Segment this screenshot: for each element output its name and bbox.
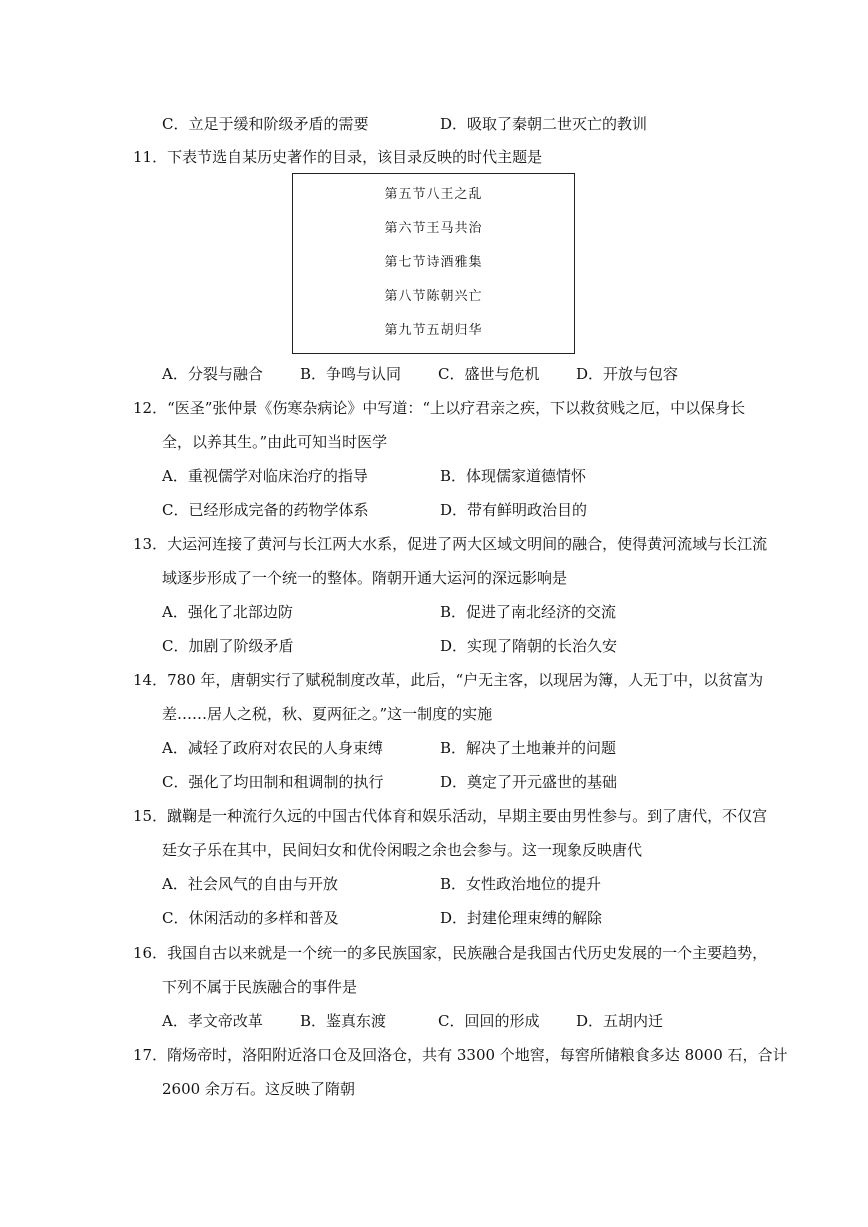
q13-stem-line2: 域逐步形成了一个统一的整体。隋朝开通大运河的深远影响是 xyxy=(162,569,568,587)
q16-option-b: B．鉴真东渡 xyxy=(300,1012,387,1030)
toc-entry: 第五节八王之乱 xyxy=(384,187,483,202)
q16-option-c: C．回回的形成 xyxy=(438,1012,540,1030)
q11-option-c: C．盛世与危机 xyxy=(438,365,540,383)
q14-option-a: A．减轻了政府对农民的人身束缚 xyxy=(162,739,383,757)
q16-option-d: D．五胡内迁 xyxy=(576,1012,664,1030)
q15-option-b: B．女性政治地位的提升 xyxy=(440,875,602,893)
q13-stem-line1: 13．大运河连接了黄河与长江两大水系，促进了两大区域文明间的融合，使得黄河流域与长江流 xyxy=(133,535,768,553)
q17-stem-line2: 2600 余万石。这反映了隋朝 xyxy=(162,1080,355,1098)
q12-stem-line2: 全，以养其生。”由此可知当时医学 xyxy=(162,433,388,451)
q16-option-a: A．孝文帝改革 xyxy=(162,1012,263,1030)
q15-option-a: A．社会风气的自由与开放 xyxy=(162,875,338,893)
q12-option-c: C．已经形成完备的药物学体系 xyxy=(162,501,369,519)
toc-entry: 第八节陈朝兴亡 xyxy=(384,289,483,304)
q10-option-d: D．吸取了秦朝二世灭亡的教训 xyxy=(440,115,648,133)
q12-option-d: D．带有鲜明政治目的 xyxy=(440,501,588,519)
q14-option-d: D．奠定了开元盛世的基础 xyxy=(440,773,618,791)
q14-option-c: C．强化了均田制和租调制的执行 xyxy=(162,773,384,791)
q15-stem-line2: 廷女子乐在其中，民间妇女和优伶闲暇之余也会参与。这一现象反映唐代 xyxy=(162,841,643,859)
q11-option-b: B．争鸣与认同 xyxy=(300,365,402,383)
q15-option-d: D．封建伦理束缚的解除 xyxy=(440,909,603,927)
q10-option-c: C．立足于缓和阶级矛盾的需要 xyxy=(162,115,369,133)
toc-entry: 第七节诗酒雅集 xyxy=(384,255,483,270)
q16-stem-line2: 下列不属于民族融合的事件是 xyxy=(162,978,358,996)
q16-stem-line1: 16．我国自古以来就是一个统一的多民族国家，民族融合是我国古代历史发展的一个主要趋势， xyxy=(133,944,768,962)
q12-option-a: A．重视儒学对临床治疗的指导 xyxy=(162,467,368,485)
q14-option-b: B．解决了土地兼并的问题 xyxy=(440,739,617,757)
q13-option-d: D．实现了隋朝的长治久安 xyxy=(440,637,618,655)
q11-table-of-contents xyxy=(292,173,575,354)
q11-stem: 11．下表节选自某历史著作的目录，该目录反映的时代主题是 xyxy=(133,148,543,166)
q11-option-a: A．分裂与融合 xyxy=(162,365,263,383)
q13-option-a: A．强化了北部边防 xyxy=(162,603,293,621)
toc-entry: 第九节五胡归华 xyxy=(384,323,483,338)
toc-entry: 第六节王马共治 xyxy=(384,221,483,236)
q12-stem-line1: 12．“医圣”张仲景《伤寒杂病论》中写道：“上以疗君亲之疾，下以救贫贱之厄，中以保身长 xyxy=(133,399,746,417)
q15-stem-line1: 15．蹴鞠是一种流行久远的中国古代体育和娱乐活动，早期主要由男性参与。到了唐代，不仅宫 xyxy=(133,807,768,825)
q13-option-c: C．加剧了阶级矛盾 xyxy=(162,637,294,655)
q13-option-b: B．促进了南北经济的交流 xyxy=(440,603,617,621)
q17-stem-line1: 17．隋炀帝时，洛阳附近洛口仓及回洛仓，共有 3300 个地窖，每窖所储粮食多达 8000 石，合计 xyxy=(133,1046,788,1064)
q14-stem-line1: 14．780 年，唐朝实行了赋税制度改革，此后，“户无主客，以现居为簿，人无丁中，以贫富为 xyxy=(133,671,764,689)
q11-option-d: D．开放与包容 xyxy=(576,365,679,383)
q12-option-b: B．体现儒家道德情怀 xyxy=(440,467,587,485)
q14-stem-line2: 差……居人之税，秋、夏两征之。”这一制度的实施 xyxy=(162,705,493,723)
q15-option-c: C．休闲活动的多样和普及 xyxy=(162,909,339,927)
